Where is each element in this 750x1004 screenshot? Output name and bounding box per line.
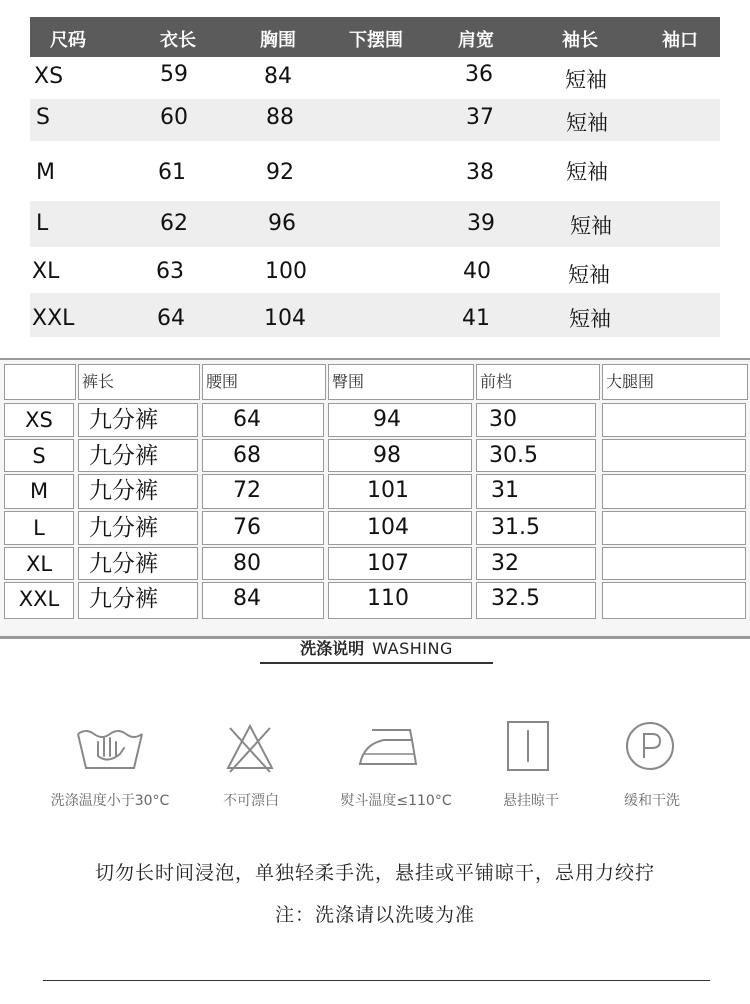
shoulder-cell: 37 — [466, 105, 494, 130]
no-bleach-label: 不可漂白 — [223, 793, 279, 809]
size-cell: XL — [32, 259, 60, 284]
iron-label: 熨斗温度≤110°C — [340, 793, 452, 809]
chest-cell: 92 — [266, 160, 294, 185]
col-header-hem: 下摆围 — [349, 30, 403, 51]
care-footnote: 注：洗涤请以洗唛为准 — [274, 904, 475, 926]
col-header-length: 衣长 — [160, 30, 196, 51]
pants-length-cell: 九分裤 — [78, 403, 198, 437]
col-header-cuff: 袖口 — [662, 30, 698, 51]
size-cell: L — [36, 211, 49, 236]
thigh-cell — [602, 582, 746, 619]
front-rise-cell: 31.5 — [476, 511, 596, 545]
size-cell: XXL — [4, 582, 74, 619]
shoulder-cell: 40 — [463, 259, 491, 284]
length-cell: 64 — [157, 306, 185, 331]
size-cell: XXL — [32, 306, 75, 331]
col-header-size — [4, 364, 76, 400]
table-row — [30, 293, 720, 337]
waist-cell: 84 — [202, 582, 324, 619]
size-cell: L — [4, 511, 74, 545]
table-row — [30, 59, 720, 99]
sleeve-cell: 短袖 — [565, 68, 607, 92]
length-cell: 62 — [160, 211, 188, 236]
waist-cell: 76 — [202, 511, 324, 545]
table-row — [30, 201, 720, 247]
thigh-cell — [602, 511, 746, 545]
pants-length-cell: 九分裤 — [78, 547, 198, 580]
size-cell: S — [4, 439, 74, 472]
sleeve-cell: 短袖 — [569, 307, 611, 331]
col-header-size: 尺码 — [50, 30, 86, 51]
dry-clean-p-icon — [612, 720, 692, 776]
chest-cell: 100 — [265, 259, 307, 284]
col-header-waist: 腰围 — [202, 364, 326, 400]
washing-title-cn: 洗涤说明 — [300, 639, 365, 658]
thigh-cell — [602, 403, 746, 437]
dry-clean-label: 缓和干洗 — [624, 793, 680, 809]
waist-cell: 64 — [202, 403, 324, 437]
sleeve-cell: 短袖 — [566, 160, 608, 184]
shoulder-cell: 41 — [462, 306, 490, 331]
hand-wash-icon — [70, 720, 150, 776]
length-cell: 60 — [160, 105, 188, 130]
hip-cell: 94 — [328, 403, 472, 437]
waist-cell: 80 — [202, 547, 324, 580]
shoulder-cell: 38 — [466, 160, 494, 185]
table-row — [30, 247, 720, 293]
sleeve-cell: 短袖 — [568, 263, 610, 287]
size-cell: XL — [4, 547, 74, 580]
chest-cell: 84 — [264, 64, 292, 89]
pants-length-cell: 九分裤 — [78, 582, 198, 619]
chest-cell: 96 — [268, 211, 296, 236]
footer-divider — [43, 980, 710, 981]
hang-dry-icon — [492, 720, 572, 776]
waist-cell: 72 — [202, 474, 324, 509]
col-header-hip: 臀围 — [328, 364, 474, 400]
care-instructions: 切勿长时间浸泡，单独轻柔手洗，悬挂或平铺晾干，忌用力绞拧 — [94, 862, 655, 884]
chest-cell: 104 — [264, 306, 306, 331]
size-cell: XS — [34, 64, 64, 89]
hip-cell: 110 — [328, 582, 472, 619]
hang-dry-label: 悬挂晾干 — [503, 793, 559, 809]
washing-title — [260, 638, 493, 664]
table-row — [30, 141, 720, 201]
col-header-chest: 胸围 — [260, 30, 296, 51]
front-rise-cell: 30 — [476, 403, 596, 437]
pants-length-cell: 九分裤 — [78, 474, 198, 509]
length-cell: 61 — [158, 160, 186, 185]
front-rise-cell: 31 — [476, 474, 596, 509]
hip-cell: 98 — [328, 439, 472, 472]
length-cell: 59 — [160, 62, 188, 87]
front-rise-cell: 30.5 — [476, 439, 596, 472]
waist-cell: 68 — [202, 439, 324, 472]
pants-size-table — [0, 358, 750, 639]
length-cell: 63 — [156, 259, 184, 284]
col-header-sleeve: 袖长 — [562, 30, 598, 51]
size-cell: XS — [4, 403, 74, 437]
sleeve-cell: 短袖 — [570, 214, 612, 238]
sleeve-cell: 短袖 — [566, 111, 608, 135]
chest-cell: 88 — [266, 105, 294, 130]
top-table-header — [30, 17, 720, 57]
col-header-front-rise: 前档 — [476, 364, 600, 400]
thigh-cell — [602, 547, 746, 580]
size-cell: M — [36, 160, 55, 185]
hip-cell: 104 — [328, 511, 472, 545]
pants-length-cell: 九分裤 — [78, 511, 198, 545]
col-header-pants-length: 裤长 — [78, 364, 200, 400]
no-bleach-icon — [210, 720, 290, 776]
size-cell: M — [4, 474, 74, 509]
shoulder-cell: 36 — [465, 62, 493, 87]
thigh-cell — [602, 439, 746, 472]
front-rise-cell: 32 — [476, 547, 596, 580]
hand-wash-label: 洗涤温度小于30°C — [50, 793, 170, 809]
pants-length-cell: 九分裤 — [78, 439, 198, 472]
size-cell: S — [36, 105, 50, 130]
front-rise-cell: 32.5 — [476, 582, 596, 619]
col-header-thigh: 大腿围 — [602, 364, 748, 400]
col-header-shoulder: 肩宽 — [458, 30, 494, 51]
hip-cell: 107 — [328, 547, 472, 580]
hip-cell: 101 — [328, 474, 472, 509]
washing-title-en: WASHING — [372, 639, 453, 658]
thigh-cell — [602, 474, 746, 509]
top-size-table — [30, 17, 720, 337]
table-row — [30, 99, 720, 141]
iron-icon — [350, 720, 430, 776]
shoulder-cell: 39 — [467, 211, 495, 236]
